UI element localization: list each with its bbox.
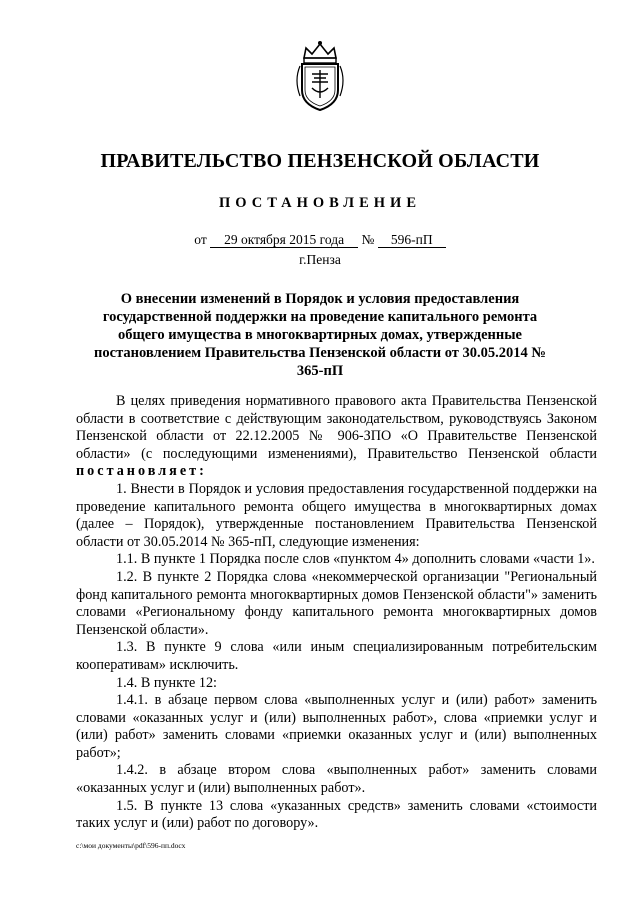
- file-path-footer: с:\мои документы\pdf\596-пп.docx: [76, 841, 186, 850]
- paragraph-1: 1. Внести в Порядок и условия предоставления государственной поддержки на проведение капитального ремонта общего имущества в многоквартирных домах (далее – Порядок), утвержденные постановлением Правительства Пензенской области от 30.05.2014 № 365-пП, следующие изменения:: [76, 480, 597, 550]
- paragraph-1-4-2: 1.4.2. в абзаце втором слова «выполненных работ» заменить словами «оказанных услуг и (или) выполненных работ».: [76, 762, 597, 797]
- organization-name: ПРАВИТЕЛЬСТВО ПЕНЗЕНСКОЙ ОБЛАСТИ: [100, 150, 540, 172]
- document-title: О внесении изменений в Порядок и условия предоставления государственной поддержки на проведение капитального ремонта общего имущества в многоквартирных домах, утвержденные постановлением Правительства Пензенской области от 30.05.2014 № 365-пП: [94, 291, 546, 379]
- paragraph-1-4: 1.4. В пункте 12:: [116, 674, 217, 691]
- paragraph-1-4-1: 1.4.1. в абзаце первом слова «выполненных услуг и (или) работ» заменить словами «оказанных услуг и (или) выполненных работ», слова «приемки услуг и (или) работ» заменить словами «приемки оказанных услуг и (или) выполненных работ»;: [76, 692, 597, 761]
- city: г.Пенза: [299, 252, 341, 267]
- paragraph-1-2: 1.2. В пункте 2 Порядка слова «некоммерческой организации "Региональный фонд капитального ремонта многоквартирных домов Пензенской области"» заменить словами «Региональному фонду капитального ремонта многоквартирных домов Пензенской области».: [76, 568, 597, 638]
- paragraph-1-5: 1.5. В пункте 13 слова «указанных средств» заменить словами «стоимости таких услуг и (или) работ по договору».: [76, 797, 597, 832]
- document-number: 596-пП: [378, 232, 446, 248]
- date-number-line: [0, 232, 640, 248]
- preamble-text: В целях приведения нормативного правового акта Правительства Пензенской области в соответствие с действующим законодательством, руководствуясь Законом Пензенской области от 22.12.2005 № 906-ЗПО «О Правительстве Пензенской области» (с последующими изменениями), Правительство Пензенской области: [76, 393, 597, 462]
- coat-of-arms-icon: [290, 40, 350, 112]
- paragraph-1-1: 1.1. В пункте 1 Порядка после слов «пунктом 4» дополнить словами «части 1».: [116, 551, 595, 568]
- document-date: 29 октября 2015 года: [210, 232, 358, 248]
- document-type: ПОСТАНОВЛЕНИЕ: [218, 195, 421, 211]
- preamble-paragraph: [76, 393, 597, 481]
- paragraph-1-3: 1.3. В пункте 9 слова «или иным специализированным потребительским кооперативам» исключить.: [76, 639, 597, 673]
- number-sign: №: [361, 232, 375, 247]
- date-prefix: от: [194, 232, 207, 247]
- document-body: [76, 393, 597, 833]
- decree-word: постановляет:: [76, 463, 207, 480]
